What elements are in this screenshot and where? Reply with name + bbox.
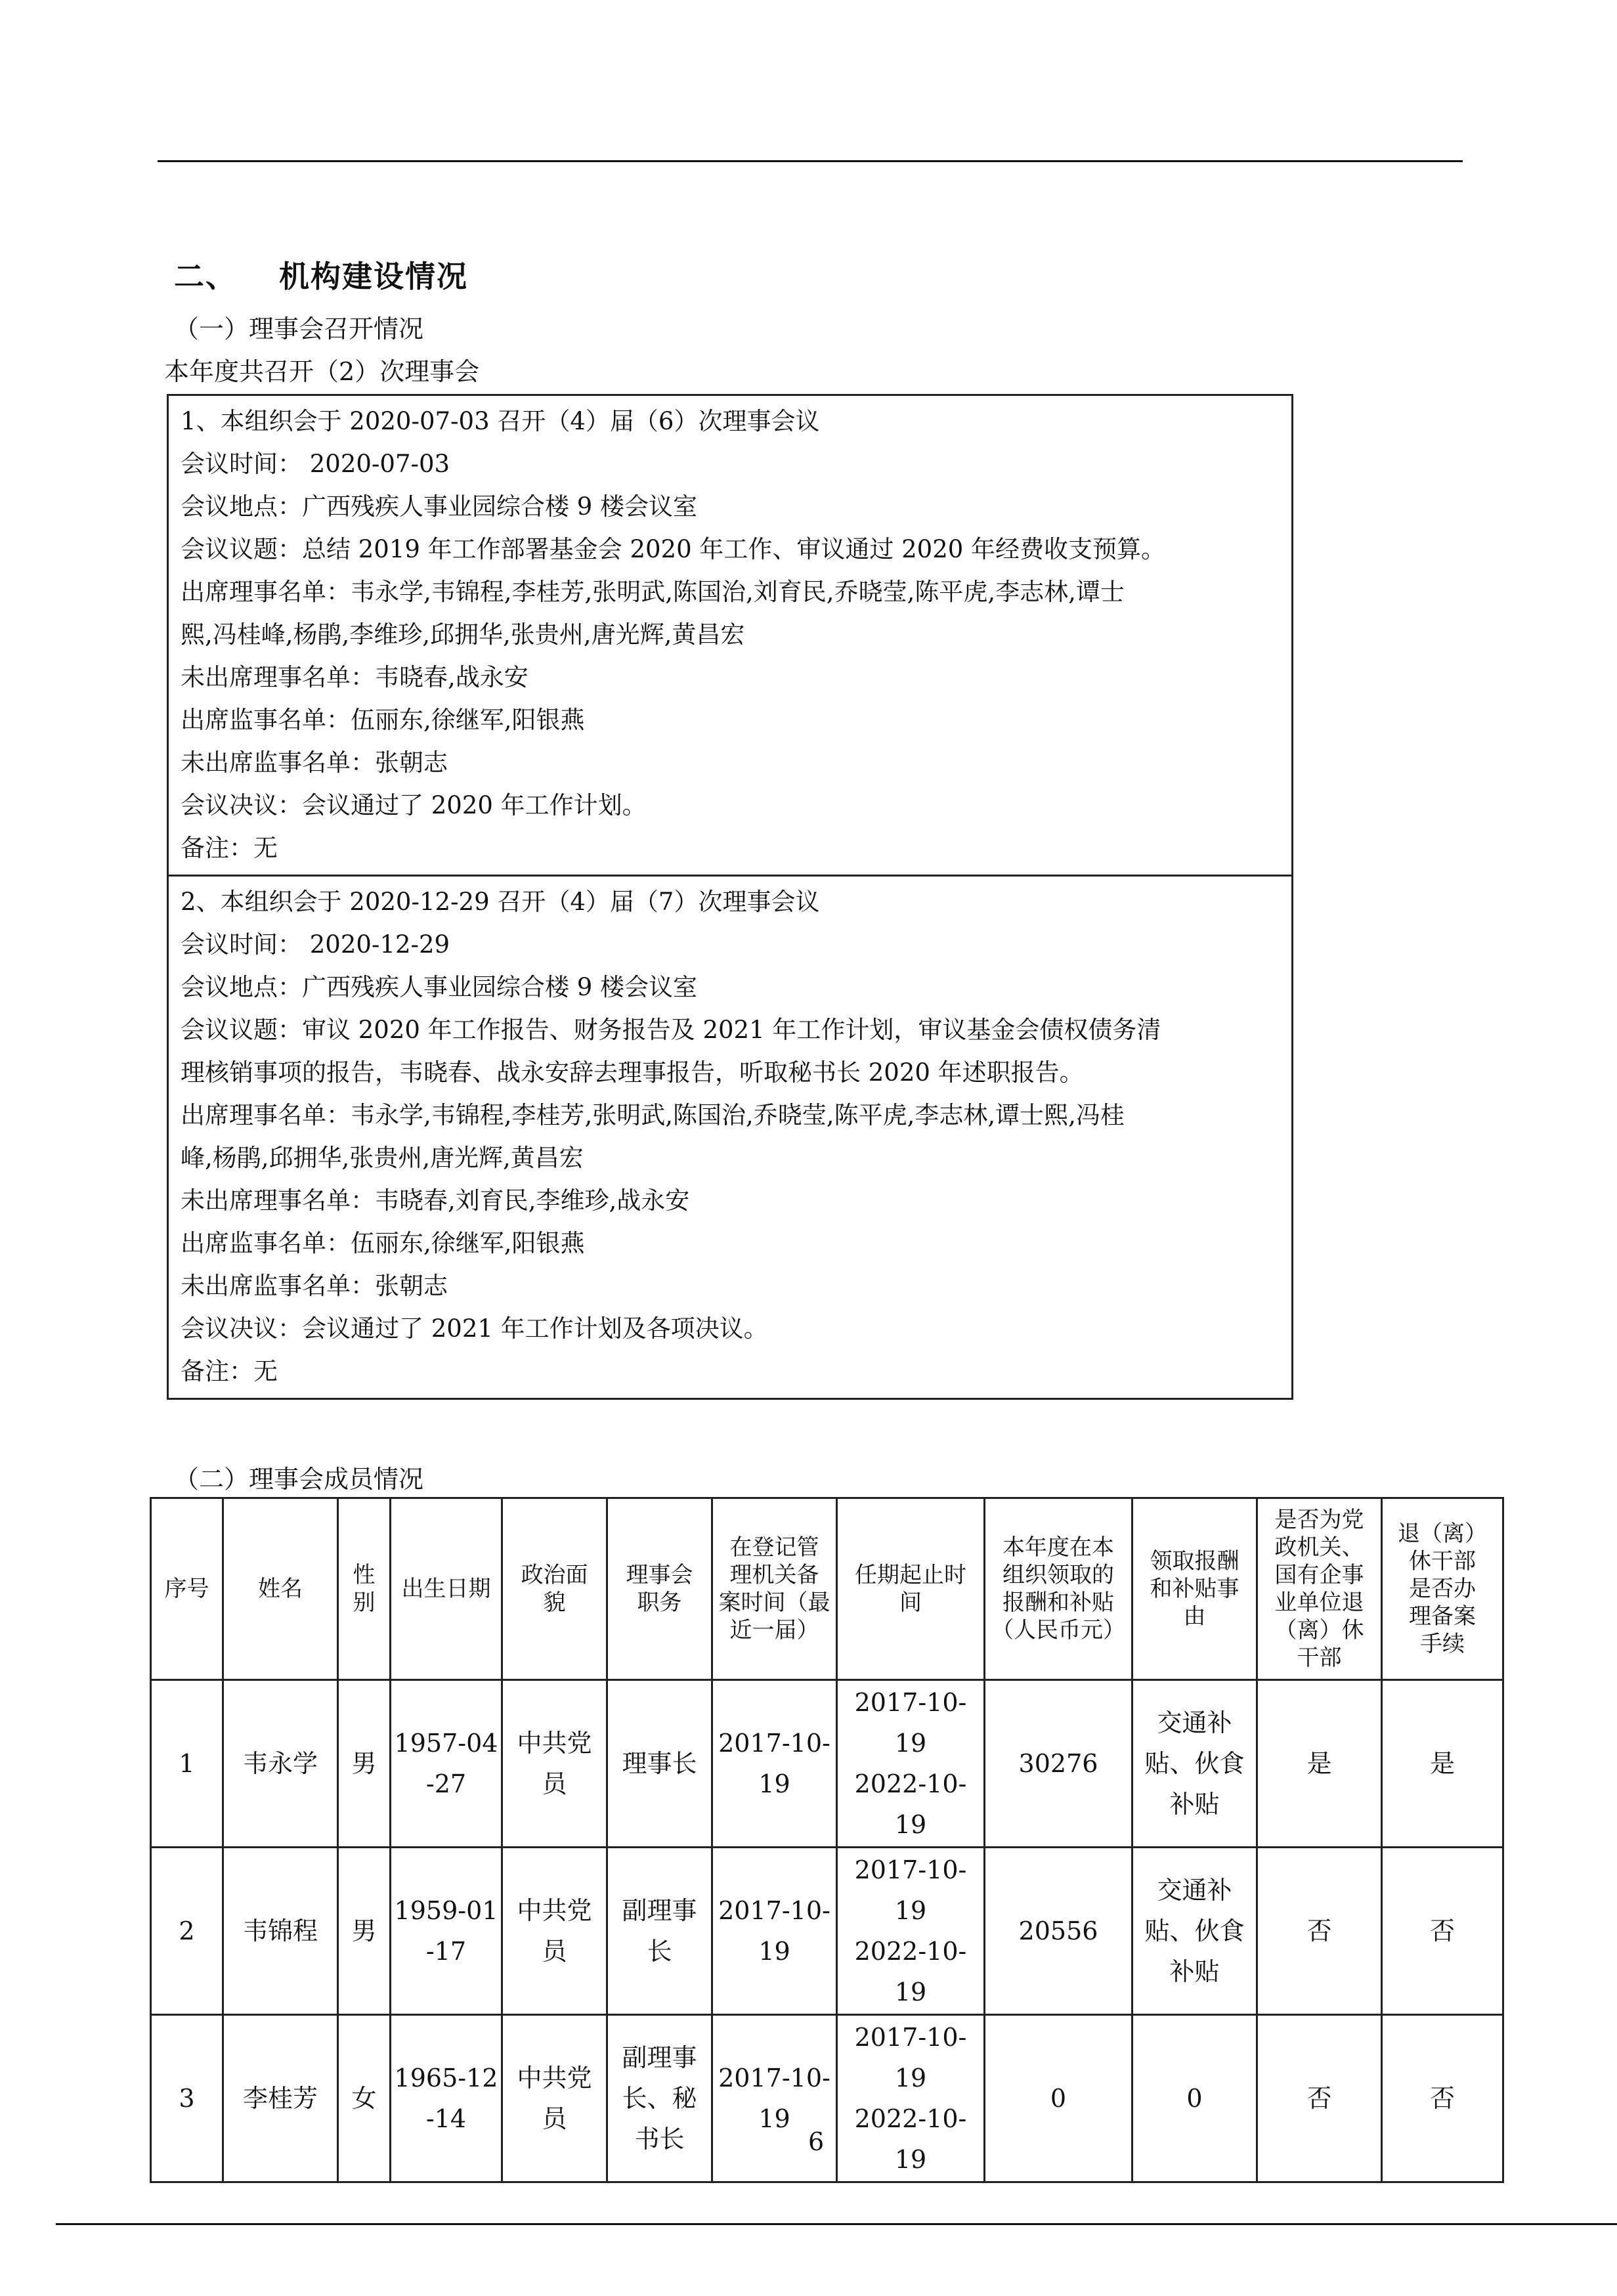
cell-political bbox=[502, 2015, 607, 2182]
cell-text-line: 长 bbox=[647, 1937, 672, 1966]
cell-text-line: 中共党 bbox=[517, 1896, 592, 1925]
meeting-count-text: 本年度共召开（2）次理事会 bbox=[164, 357, 480, 386]
table-row bbox=[151, 1848, 1503, 2015]
meetings-box bbox=[167, 394, 1293, 1400]
table-header-row bbox=[151, 1498, 1503, 1680]
cell-text-line: 1957-04 bbox=[394, 1729, 498, 1758]
meeting-remark: 备注：无 bbox=[181, 834, 278, 862]
meeting-time: 会议时间： 2020-07-03 bbox=[181, 450, 450, 478]
header-text-line: 国有企事 bbox=[1274, 1562, 1364, 1588]
header-text-line: （人民币元） bbox=[991, 1617, 1125, 1643]
cell-gender: 男 bbox=[338, 1680, 391, 1848]
table-header-cell bbox=[338, 1498, 391, 1680]
meeting-record bbox=[169, 396, 1291, 875]
section-heading bbox=[174, 253, 468, 296]
header-text-line: 和补贴事 bbox=[1150, 1576, 1240, 1602]
header-text-line: 任期起止时 bbox=[855, 1562, 966, 1588]
header-text-line: 报酬和补贴 bbox=[1003, 1590, 1114, 1616]
meeting-topic: 会议议题：审议 2020 年工作报告、财务报告及 2021 年工作计划，审议基金会债权债务清 bbox=[181, 1016, 1161, 1044]
table-header-cell bbox=[1382, 1498, 1503, 1680]
cell-retired: 是 bbox=[1257, 1680, 1382, 1848]
cell-position bbox=[607, 1680, 712, 1848]
cell-pay: 0 bbox=[985, 2015, 1132, 2182]
cell-reason bbox=[1132, 2015, 1257, 2182]
header-text-line: 案时间（最 bbox=[718, 1590, 830, 1616]
table-header-cell bbox=[502, 1498, 607, 1680]
cell-retired: 否 bbox=[1257, 1848, 1382, 2015]
header-text-line: 干部 bbox=[1297, 1645, 1342, 1671]
header-text-line: 休干部 bbox=[1409, 1548, 1476, 1574]
table-header-cell bbox=[391, 1498, 502, 1680]
present-directors-cont: 熙,冯桂峰,杨鹃,李维珍,邱拥华,张贵州,唐光辉,黄昌宏 bbox=[181, 620, 745, 649]
cell-text-line: 2017-10- bbox=[718, 2064, 830, 2092]
header-text-line: 退（离） bbox=[1398, 1521, 1487, 1547]
present-directors: 出席理事名单：韦永学,韦锦程,李桂芳,张明武,陈国治,乔晓莹,陈平虎,李志林,谭士熙,冯桂 bbox=[181, 1101, 1125, 1129]
cell-filed: 否 bbox=[1382, 2015, 1503, 2182]
subsection-title-meetings: （一）理事会召开情况 bbox=[174, 314, 424, 343]
cell-text-line: -17 bbox=[425, 1937, 467, 1966]
cell-text-line: 理事长 bbox=[622, 1749, 697, 1778]
header-rule bbox=[158, 160, 1463, 162]
header-text-line: 本年度在本 bbox=[1003, 1534, 1114, 1561]
header-text-line: 由 bbox=[1183, 1603, 1206, 1630]
cell-political bbox=[502, 1680, 607, 1848]
meeting-header: 2、本组织会于 2020-12-29 召开（4）届（7）次理事会议 bbox=[181, 888, 820, 916]
cell-gender: 男 bbox=[338, 1848, 391, 2015]
cell-text-line: 2022-10-19 bbox=[854, 2104, 967, 2174]
cell-text-line: 书长 bbox=[634, 2125, 685, 2154]
header-text-line: 间 bbox=[899, 1590, 922, 1616]
subsection-title-members: （二）理事会成员情况 bbox=[174, 1465, 424, 1494]
cell-text-line: 副理事 bbox=[622, 2043, 697, 2072]
table-header-cell bbox=[985, 1498, 1132, 1680]
table-header-cell bbox=[223, 1498, 338, 1680]
header-text-line: 理备案 bbox=[1409, 1603, 1476, 1630]
cell-no: 3 bbox=[151, 2015, 223, 2182]
cell-text-line: 补贴 bbox=[1169, 1957, 1220, 1986]
table-header-cell bbox=[607, 1498, 712, 1680]
meeting-topic: 会议议题：总结 2019 年工作部署基金会 2020 年工作、审议通过 2020 年经费收支预算。 bbox=[181, 535, 1166, 563]
header-text-line: 理事会 bbox=[626, 1562, 693, 1588]
cell-text-line: 0 bbox=[1186, 2084, 1203, 2113]
meeting-place: 会议地点：广西残疾人事业园综合楼 9 楼会议室 bbox=[181, 973, 698, 1001]
footer-rule bbox=[56, 2223, 1617, 2225]
table-header-cell bbox=[1257, 1498, 1382, 1680]
page-number: 6 bbox=[808, 2127, 825, 2156]
absent-directors: 未出席理事名单：韦晓春,刘育民,李维珍,战永安 bbox=[181, 1186, 690, 1215]
cell-no: 2 bbox=[151, 1848, 223, 2015]
cell-filed: 是 bbox=[1382, 1680, 1503, 1848]
table-header-cell bbox=[837, 1498, 985, 1680]
cell-text-line: 1965-12 bbox=[394, 2064, 498, 2092]
header-text-line: 是否为党 bbox=[1274, 1507, 1364, 1533]
header-text-line: 序号 bbox=[164, 1576, 209, 1602]
cell-filing bbox=[712, 1848, 837, 2015]
header-text-line: 政机关、 bbox=[1274, 1534, 1364, 1561]
cell-text-line: 中共党 bbox=[517, 2064, 592, 2092]
meeting-time: 会议时间： 2020-12-29 bbox=[181, 930, 450, 959]
cell-retired: 否 bbox=[1257, 2015, 1382, 2182]
meeting-remark: 备注：无 bbox=[181, 1357, 278, 1385]
cell-text-line: 交通补 bbox=[1157, 1876, 1232, 1905]
cell-text-line: 2017-10-19 bbox=[854, 1688, 967, 1758]
header-text-line: 出生日期 bbox=[401, 1576, 491, 1602]
cell-term bbox=[837, 2015, 985, 2182]
section-title: 机构建设情况 bbox=[279, 259, 468, 294]
cell-text-line: 员 bbox=[542, 1937, 567, 1966]
cell-text-line: 2017-10-19 bbox=[854, 1855, 967, 1925]
table-row bbox=[151, 1680, 1503, 1848]
cell-name: 韦锦程 bbox=[223, 1848, 338, 2015]
absent-supervisors: 未出席监事名单：张朝志 bbox=[181, 748, 448, 777]
cell-text-line: 副理事 bbox=[622, 1896, 697, 1925]
absent-supervisors: 未出席监事名单：张朝志 bbox=[181, 1272, 448, 1300]
present-directors-cont: 峰,杨鹃,邱拥华,张贵州,唐光辉,黄昌宏 bbox=[181, 1144, 584, 1172]
cell-political bbox=[502, 1848, 607, 2015]
present-supervisors: 出席监事名单：伍丽东,徐继军,阳银燕 bbox=[181, 706, 585, 734]
cell-text-line: 交通补 bbox=[1157, 1708, 1232, 1737]
cell-position bbox=[607, 2015, 712, 2182]
cell-term bbox=[837, 1680, 985, 1848]
table-row bbox=[151, 2015, 1503, 2182]
header-text-line: 领取报酬 bbox=[1150, 1548, 1240, 1574]
cell-text-line: 2017-10- bbox=[718, 1896, 830, 1925]
table-header-cell bbox=[712, 1498, 837, 1680]
header-text-line: 手续 bbox=[1420, 1631, 1465, 1657]
cell-text-line: 贴、伙食 bbox=[1144, 1749, 1245, 1778]
header-text-line: （离）休 bbox=[1274, 1617, 1364, 1643]
header-text-line: 职务 bbox=[637, 1590, 682, 1616]
cell-filing bbox=[712, 1680, 837, 1848]
header-text-line: 政治面 bbox=[521, 1562, 588, 1588]
cell-text-line: 员 bbox=[542, 1769, 567, 1798]
cell-text-line: 2022-10-19 bbox=[854, 1937, 967, 2006]
absent-directors: 未出席理事名单：韦晓春,战永安 bbox=[181, 663, 528, 691]
section-number: 二、 bbox=[174, 259, 237, 294]
cell-pay: 20556 bbox=[985, 1848, 1132, 2015]
cell-text-line: 19 bbox=[758, 1769, 790, 1798]
cell-filed: 否 bbox=[1382, 1848, 1503, 2015]
header-text-line: 在登记管 bbox=[729, 1534, 819, 1561]
header-text-line: 业单位退 bbox=[1274, 1590, 1364, 1616]
meeting-header: 1、本组织会于 2020-07-03 召开（4）届（6）次理事会议 bbox=[181, 407, 820, 435]
cell-text-line: -27 bbox=[425, 1769, 467, 1798]
cell-gender: 女 bbox=[338, 2015, 391, 2182]
cell-text-line: 2017-10-19 bbox=[854, 2023, 967, 2092]
cell-text-line: 19 bbox=[758, 2104, 790, 2133]
meeting-resolution: 会议决议：会议通过了 2021 年工作计划及各项决议。 bbox=[181, 1314, 768, 1343]
meeting-record bbox=[169, 875, 1291, 1398]
meeting-resolution: 会议决议：会议通过了 2020 年工作计划。 bbox=[181, 791, 647, 819]
header-text-line: 近一届） bbox=[729, 1617, 819, 1643]
table-header-cell bbox=[1132, 1498, 1257, 1680]
meeting-place: 会议地点：广西残疾人事业园综合楼 9 楼会议室 bbox=[181, 492, 698, 521]
cell-birth bbox=[391, 1680, 502, 1848]
cell-pay: 30276 bbox=[985, 1680, 1132, 1848]
cell-name: 李桂芳 bbox=[223, 2015, 338, 2182]
header-text-line: 姓名 bbox=[258, 1576, 303, 1602]
cell-term bbox=[837, 1848, 985, 2015]
cell-position bbox=[607, 1848, 712, 2015]
cell-birth bbox=[391, 2015, 502, 2182]
header-text-line: 组织领取的 bbox=[1003, 1562, 1114, 1588]
cell-text-line: 员 bbox=[542, 2104, 567, 2133]
header-text-line: 别 bbox=[353, 1590, 376, 1616]
cell-text-line: 补贴 bbox=[1169, 1790, 1220, 1819]
cell-text-line: 2022-10-19 bbox=[854, 1769, 967, 1839]
cell-reason bbox=[1132, 1680, 1257, 1848]
cell-filing bbox=[712, 2015, 837, 2182]
present-directors: 出席理事名单：韦永学,韦锦程,李桂芳,张明武,陈国治,刘育民,乔晓莹,陈平虎,李志林,谭士 bbox=[181, 578, 1125, 606]
present-supervisors: 出席监事名单：伍丽东,徐继军,阳银燕 bbox=[181, 1229, 585, 1257]
cell-text-line: 中共党 bbox=[517, 1729, 592, 1758]
cell-name: 韦永学 bbox=[223, 1680, 338, 1848]
table-header-cell bbox=[151, 1498, 223, 1680]
cell-reason bbox=[1132, 1848, 1257, 2015]
cell-no: 1 bbox=[151, 1680, 223, 1848]
header-text-line: 性 bbox=[353, 1562, 376, 1588]
cell-text-line: 2017-10- bbox=[718, 1729, 830, 1758]
header-text-line: 是否办 bbox=[1409, 1576, 1476, 1602]
cell-birth bbox=[391, 1848, 502, 2015]
cell-text-line: 长、秘 bbox=[622, 2084, 697, 2113]
meeting-topic-cont: 理核销事项的报告，韦晓春、战永安辞去理事报告，听取秘书长 2020 年述职报告。 bbox=[181, 1058, 1084, 1087]
cell-text-line: 19 bbox=[758, 1937, 790, 1966]
cell-text-line: -14 bbox=[425, 2104, 467, 2133]
cell-text-line: 贴、伙食 bbox=[1144, 1917, 1245, 1945]
cell-text-line: 1959-01 bbox=[394, 1896, 498, 1925]
members-table bbox=[150, 1497, 1504, 2183]
header-text-line: 貌 bbox=[543, 1590, 566, 1616]
header-text-line: 理机关备 bbox=[729, 1562, 819, 1588]
